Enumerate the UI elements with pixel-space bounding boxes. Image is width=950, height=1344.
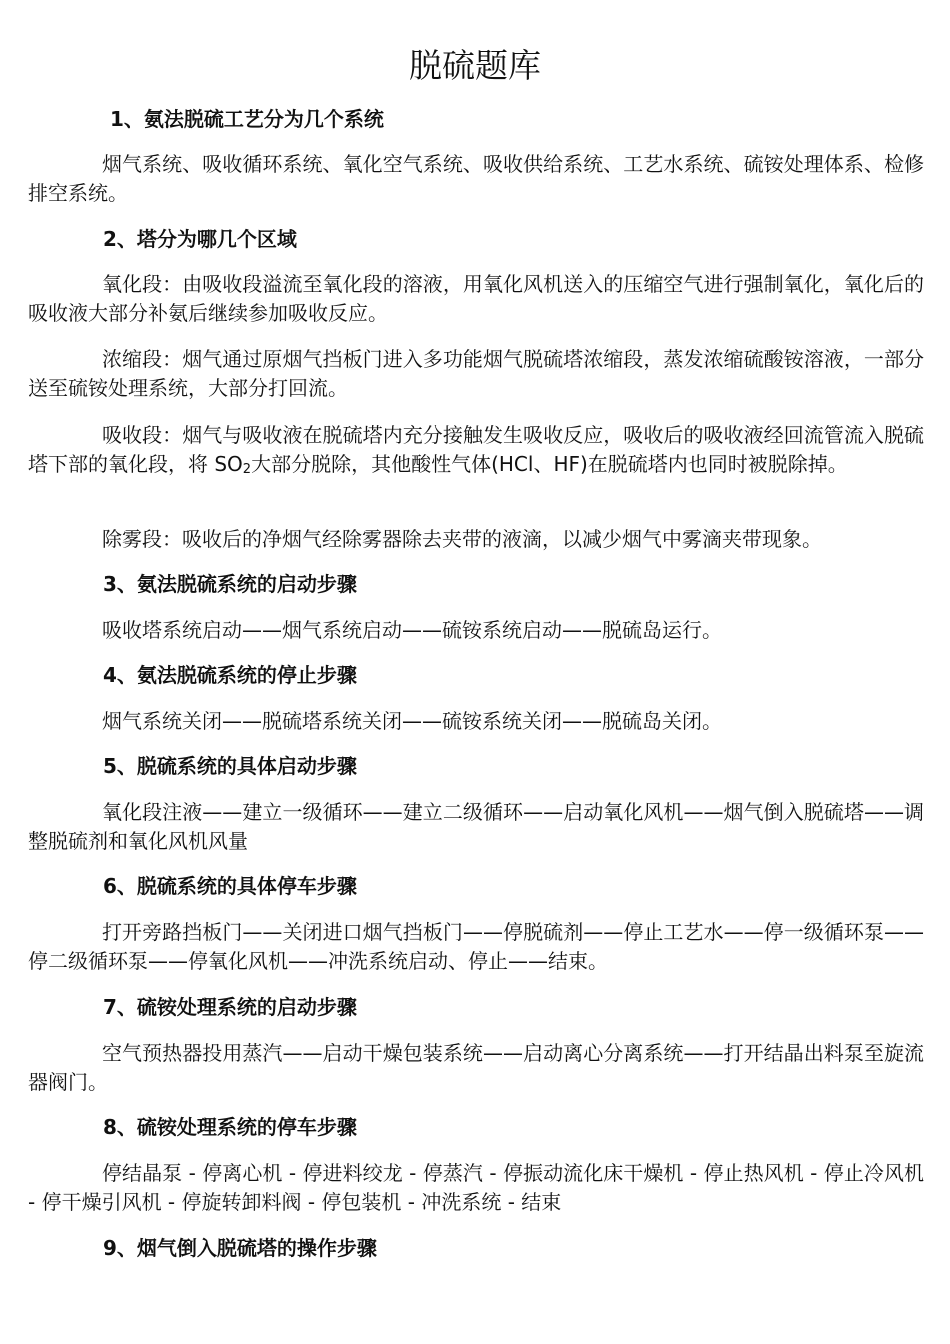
subscript-2: 2	[242, 462, 252, 477]
answer-paragraph: 烟气系统关闭——脱硫塔系统关闭——硫铵系统关闭——脱硫岛关闭。	[102, 709, 722, 733]
answer-paragraph: 停结晶泵 - 停离心机 - 停进料绞龙 - 停蒸汽 - 停振动流化床干燥机 - 停止热风机 - 停止冷风机 - 停干燥引风机 - 停旋转卸料阀 - 停包装机 - 冲洗系统 - 结束	[28, 1161, 924, 1214]
answer-paragraph: 除雾段：吸收后的净烟气经除雾器除去夹带的液滴，以减少烟气中雾滴夹带现象。	[102, 527, 822, 551]
answer-paragraph: 烟气系统、吸收循环系统、氧化空气系统、吸收供给系统、工艺水系统、硫铵处理体系、检修排空系统。	[28, 152, 924, 205]
answer-text: 吸收段：烟气与吸收液在脱硫塔内充分接触发生吸收反应，吸收后的吸收液经回流管流入脱硫塔下部的氧化段，将 SO	[28, 423, 924, 476]
question-heading: 8、硫铵处理系统的停车步骤	[103, 1115, 357, 1139]
question-heading: 2、塔分为哪几个区域	[103, 227, 297, 251]
question-heading: 1、氨法脱硫工艺分为几个系统	[110, 107, 384, 131]
document-title: 脱硫题库	[409, 46, 541, 85]
answer-paragraph: 氧化段注液——建立一级循环——建立二级循环——启动氧化风机——烟气倒入脱硫塔——调整脱硫剂和氧化风机风量	[28, 800, 924, 853]
question-heading: 9、烟气倒入脱硫塔的操作步骤	[103, 1236, 377, 1260]
question-heading: 5、脱硫系统的具体启动步骤	[103, 754, 357, 778]
answer-paragraph	[28, 421, 924, 479]
question-heading: 4、氨法脱硫系统的停止步骤	[103, 663, 357, 687]
question-heading: 6、脱硫系统的具体停车步骤	[103, 874, 357, 898]
answer-text: 大部分脱除，其他酸性气体(HCl、HF)在脱硫塔内也同时被脱除掉。	[251, 452, 848, 476]
question-heading: 7、硫铵处理系统的启动步骤	[103, 995, 357, 1019]
answer-paragraph: 浓缩段：烟气通过原烟气挡板门进入多功能烟气脱硫塔浓缩段，蒸发浓缩硫酸铵溶液，一部分送至硫铵处理系统，大部分打回流。	[28, 347, 924, 400]
answer-paragraph: 吸收塔系统启动——烟气系统启动——硫铵系统启动——脱硫岛运行。	[102, 618, 722, 642]
answer-paragraph: 空气预热器投用蒸汽——启动干燥包装系统——启动离心分离系统——打开结晶出料泵至旋流器阀门。	[28, 1041, 924, 1094]
question-heading: 3、氨法脱硫系统的启动步骤	[103, 572, 357, 596]
answer-paragraph: 氧化段：由吸收段溢流至氧化段的溶液，用氧化风机送入的压缩空气进行强制氧化，氧化后的吸收液大部分补氨后继续参加吸收反应。	[28, 272, 924, 325]
answer-paragraph: 打开旁路挡板门——关闭进口烟气挡板门——停脱硫剂——停止工艺水——停一级循环泵——停二级循环泵——停氧化风机——冲洗系统启动、停止——结束。	[28, 920, 924, 973]
